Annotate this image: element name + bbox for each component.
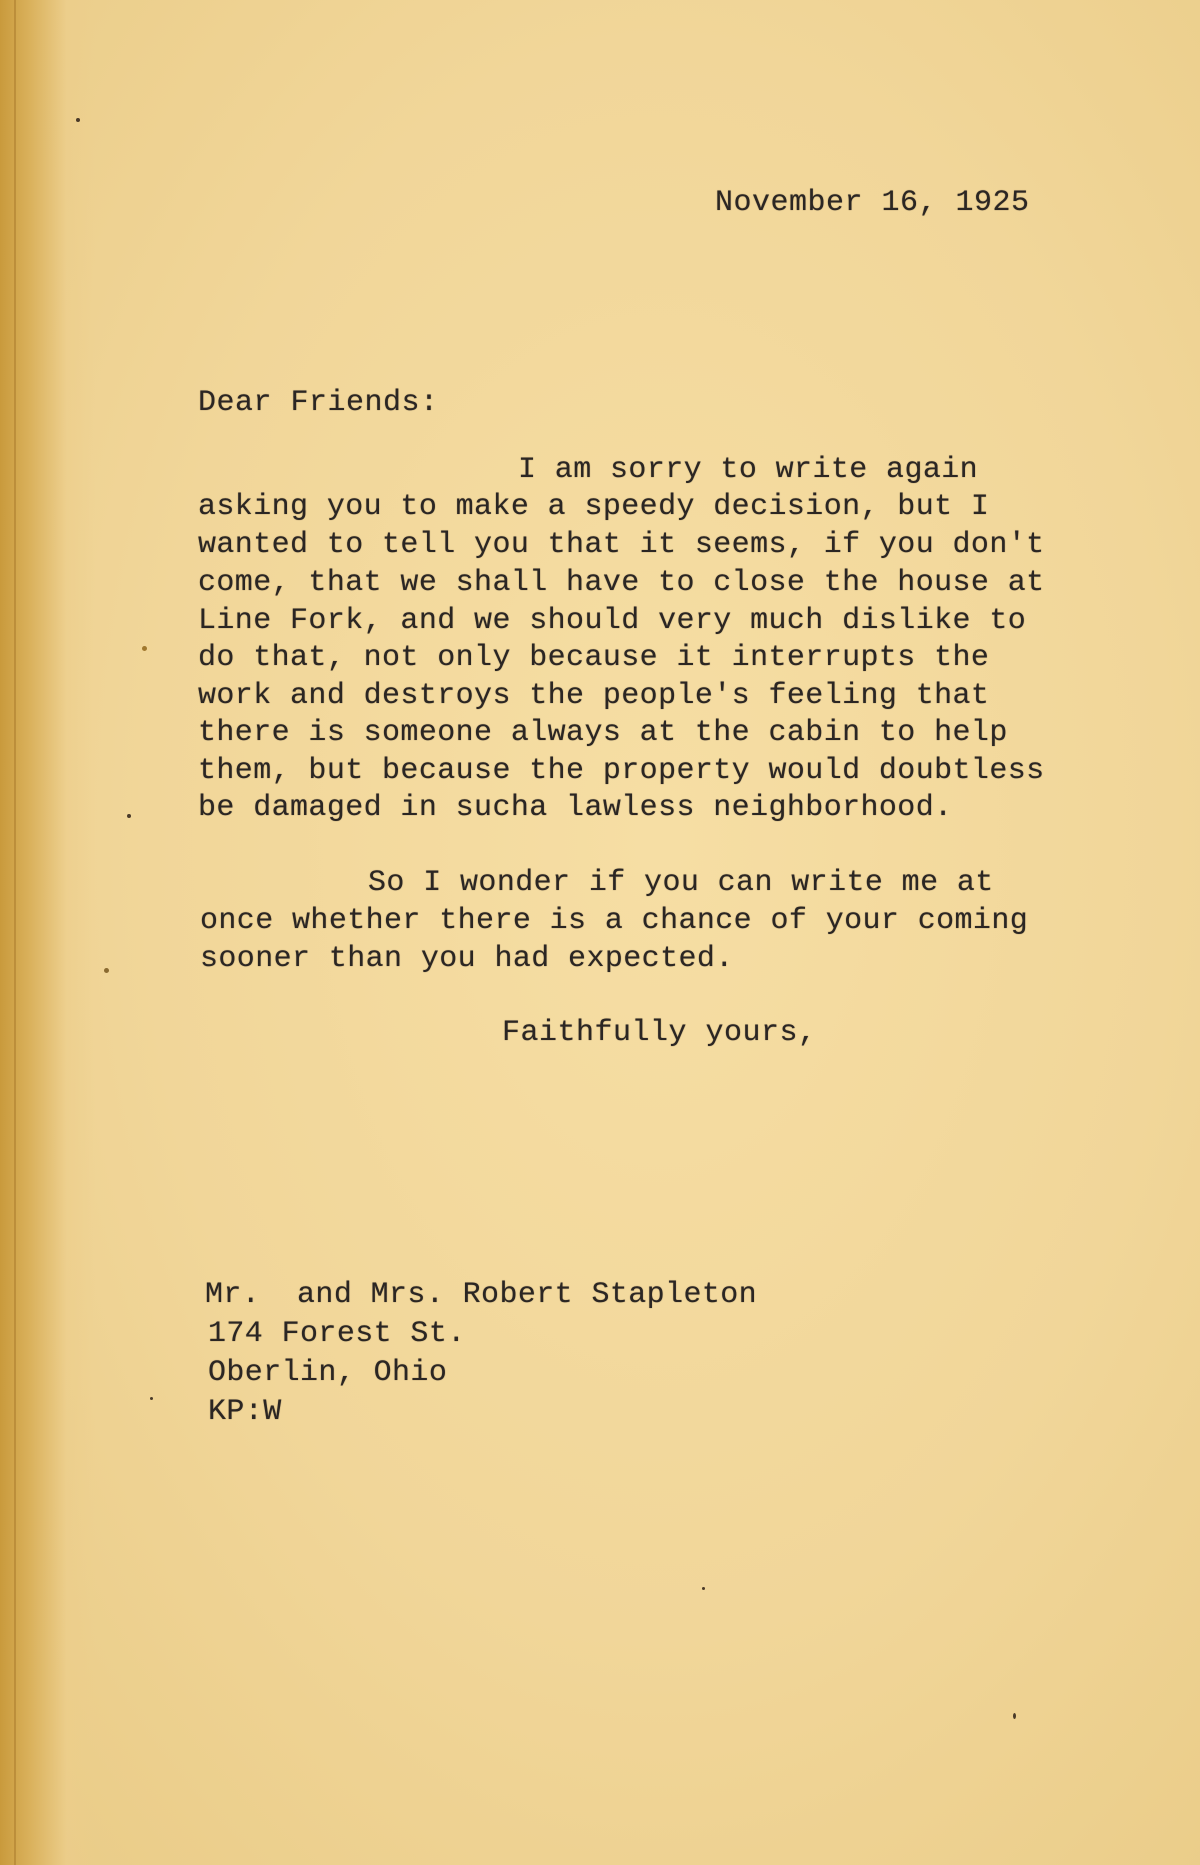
paper-fold-line xyxy=(14,0,16,1865)
body-line: sooner than you had expected. xyxy=(200,942,734,976)
typist-initials: KP:W xyxy=(208,1395,282,1429)
body-line: wanted to tell you that it seems, if you don't xyxy=(198,528,1045,562)
paper-speck xyxy=(104,968,109,973)
address-line: Mr. and Mrs. Robert Stapleton xyxy=(205,1278,758,1312)
address-line: 174 Forest St. xyxy=(208,1317,466,1351)
address-line: Oberlin, Ohio xyxy=(208,1356,448,1390)
body-line: come, that we shall have to close the house at xyxy=(198,566,1045,600)
paper-speck xyxy=(127,814,131,818)
body-line: Line Fork, and we should very much dislike to xyxy=(198,604,1027,638)
body-line: work and destroys the people's feeling that xyxy=(198,679,990,713)
paper-speck xyxy=(150,1397,153,1400)
body-line: there is someone always at the cabin to help xyxy=(198,716,1008,750)
closing: Faithfully yours, xyxy=(502,1016,817,1050)
body-line: So I wonder if you can write me at xyxy=(368,866,994,900)
letter-date: November 16, 1925 xyxy=(715,186,1030,220)
body-line: be damaged in sucha lawless neighborhood. xyxy=(198,791,953,825)
paper-speck xyxy=(702,1587,705,1590)
body-line: asking you to make a speedy decision, but I xyxy=(198,490,990,524)
paper-speck xyxy=(1013,1713,1016,1719)
body-line: once whether there is a chance of your coming xyxy=(200,904,1029,938)
paper-speck xyxy=(142,646,147,651)
body-line: I am sorry to write again xyxy=(518,453,979,487)
paper-speck xyxy=(76,118,80,122)
body-line: them, but because the property would doubtless xyxy=(198,754,1045,788)
salutation: Dear Friends: xyxy=(198,386,439,420)
body-line: do that, not only because it interrupts the xyxy=(198,641,990,675)
